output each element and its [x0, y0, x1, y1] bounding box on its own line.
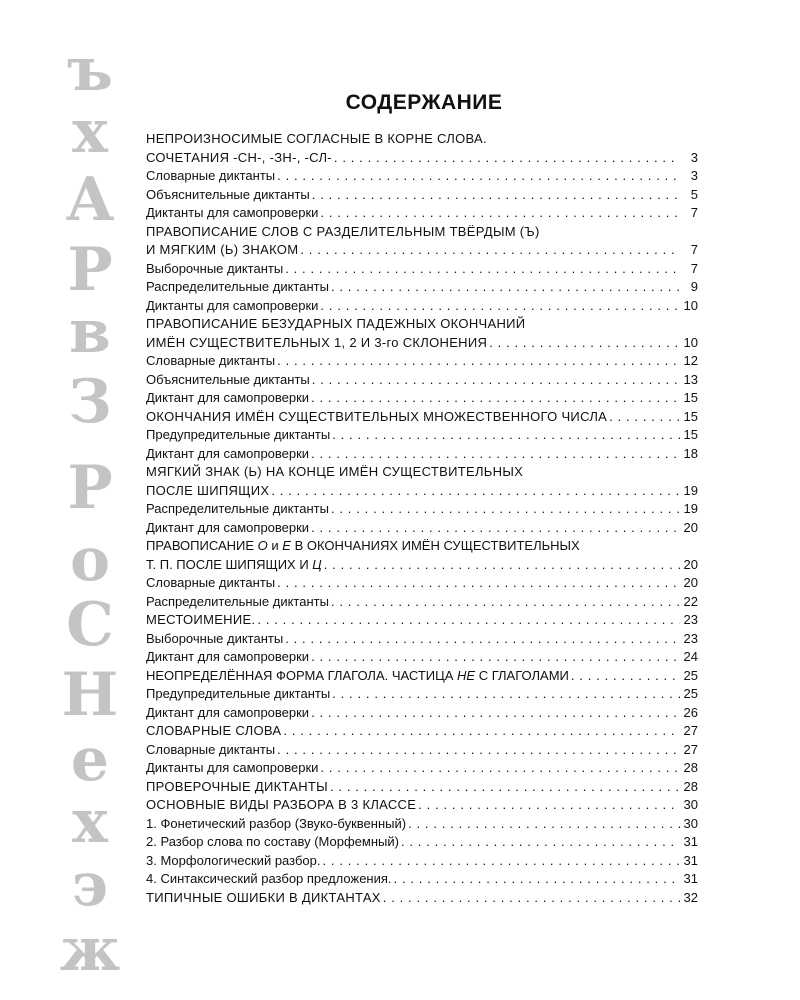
toc-page-number: 20 — [683, 575, 698, 590]
toc-entry-label: Предупредительные диктанты — [146, 686, 331, 701]
toc-entry-label: 1. Фонетический разбор (Звуко-буквенный) — [146, 815, 407, 831]
toc-page-number: 9 — [690, 279, 698, 294]
toc-entry-label: Диктанты для самопроверки — [146, 205, 319, 220]
toc-section-line — [146, 778, 698, 797]
toc-entry-label: НЕОПРЕДЕЛЁННАЯ ФОРМА ГЛАГОЛА. ЧАСТИЦА НЕ С ГЛАГОЛАМИ — [146, 667, 569, 683]
toc-entry-label: ОСНОВНЫЕ ВИДЫ РАЗБОРА В 3 КЛАССЕ — [146, 797, 417, 812]
toc-entry-label: ПРОВЕРОЧНЫЕ ДИКТАНТЫ — [146, 778, 328, 794]
toc-subentry — [146, 574, 698, 593]
toc-page-number: 7 — [690, 260, 698, 276]
toc-entry-label: ТИПИЧНЫЕ ОШИБКИ В ДИКТАНТАХ — [146, 889, 381, 905]
page-title: СОДЕРЖАНИЕ — [345, 91, 503, 114]
toc-page-number: 12 — [683, 353, 698, 368]
dot-leader — [609, 408, 679, 427]
toc-section-line — [146, 408, 698, 427]
toc-entry-label: Диктанты для самопроверки — [146, 760, 319, 775]
toc-subentry — [146, 352, 698, 371]
toc-entry-label: МЕСТОИМЕНИЕ. — [146, 612, 256, 627]
toc-subentry — [146, 852, 698, 871]
toc-page-number: 23 — [683, 612, 698, 627]
toc-entry-label: ПРАВОПИСАНИЕ СЛОВ С РАЗДЕЛИТЕЛЬНЫМ ТВЁРДЫМ (Ъ) — [146, 223, 540, 239]
toc-page-number: 5 — [690, 186, 698, 202]
toc-entry-label: ИМЁН СУЩЕСТВИТЕЛЬНЫХ 1, 2 И 3-го СКЛОНЕНИЯ — [146, 334, 488, 350]
dot-leader — [408, 815, 679, 834]
dot-leader — [311, 648, 679, 667]
toc-page-number: 32 — [683, 889, 698, 905]
dot-leader — [331, 593, 680, 612]
margin-letter: А — [65, 165, 115, 235]
toc-section-line — [146, 889, 698, 908]
toc-page-number: 31 — [683, 834, 698, 849]
dot-leader — [300, 241, 680, 260]
toc-section-line — [146, 149, 698, 168]
toc-entry-label: Объяснительные диктанты — [146, 371, 310, 387]
dot-leader — [331, 278, 680, 297]
toc-page-number: 28 — [683, 778, 698, 794]
dot-leader — [571, 667, 680, 686]
toc-page-number: 23 — [683, 630, 698, 646]
toc-subentry — [146, 426, 698, 445]
toc-entry-label: ПРАВОПИСАНИЕ БЕЗУДАРНЫХ ПАДЕЖНЫХ ОКОНЧАНИЙ — [146, 316, 526, 331]
dot-leader — [332, 685, 679, 704]
margin-letter: в — [69, 297, 111, 367]
toc-section-line — [146, 722, 698, 741]
toc-page-number: 27 — [683, 741, 698, 757]
toc-entry-label: МЯГКИЙ ЗНАК (Ь) НА КОНЦЕ ИМЁН СУЩЕСТВИТЕЛЬНЫХ — [146, 464, 524, 479]
toc-page-number: 19 — [683, 501, 698, 516]
toc-subentry — [146, 741, 698, 760]
toc-subentry — [146, 833, 698, 852]
toc-entry-label: Словарные диктанты — [146, 168, 276, 183]
toc-entry-label: СЛОВАРНЫЕ СЛОВА — [146, 723, 282, 738]
dot-leader — [418, 796, 679, 815]
decorative-letter-strip — [50, 35, 140, 985]
toc-entry-label: Диктант для самопроверки — [146, 390, 310, 405]
toc-subentry — [146, 167, 698, 186]
toc-section-line — [146, 482, 698, 501]
dot-leader — [285, 260, 680, 279]
toc-entry-label: ОКОНЧАНИЯ ИМЁН СУЩЕСТВИТЕЛЬНЫХ МНОЖЕСТВЕННОГО ЧИСЛА — [146, 408, 608, 424]
toc-page-number: 7 — [690, 242, 698, 257]
dot-leader — [311, 445, 679, 464]
toc-section-line — [146, 611, 698, 630]
margin-letter: Р — [67, 235, 113, 305]
toc-entry-label: Т. П. ПОСЛЕ ШИПЯЩИХ И Ц — [146, 556, 322, 572]
dot-leader — [320, 759, 679, 778]
dot-leader — [312, 371, 680, 390]
toc-subentry — [146, 186, 698, 205]
toc-page-number: 25 — [683, 667, 698, 683]
dot-leader — [322, 852, 679, 871]
toc-subentry — [146, 667, 698, 686]
dot-leader — [277, 741, 679, 760]
toc-page-number: 30 — [683, 797, 698, 812]
toc-page-number: 20 — [683, 556, 698, 572]
margin-letter: х — [72, 97, 108, 167]
toc-entry-label: Диктант для самопроверки — [146, 704, 310, 720]
toc-entry-label: Выборочные диктанты — [146, 630, 284, 646]
toc-subentry — [146, 297, 698, 316]
toc-page-number: 18 — [683, 445, 698, 461]
toc-entry-label: 4. Синтаксический разбор предложения. — [146, 871, 392, 886]
toc-subentry — [146, 278, 698, 297]
toc-entry-label: Распределительные диктанты — [146, 593, 329, 609]
margin-letter: х — [72, 787, 108, 857]
dot-leader — [334, 149, 680, 168]
dot-leader — [394, 870, 680, 889]
toc-entry-label: ПОСЛЕ ШИПЯЩИХ — [146, 482, 270, 498]
toc-entry-label: Диктант для самопроверки — [146, 519, 310, 535]
toc-subentry — [146, 556, 698, 575]
toc-subentry — [146, 870, 698, 889]
toc-page-number: 30 — [683, 815, 698, 831]
toc-page-number: 31 — [683, 852, 698, 868]
toc-subentry — [146, 685, 698, 704]
toc-subentry — [146, 537, 698, 556]
toc-page-number: 15 — [683, 390, 698, 405]
margin-letter: э — [71, 850, 109, 920]
toc-page-number: 26 — [683, 704, 698, 720]
toc-section-line — [146, 334, 698, 353]
dot-leader — [285, 630, 679, 649]
toc-page-number: 19 — [683, 482, 698, 498]
toc-page-number: 15 — [683, 408, 698, 424]
toc-entry-label: Диктант для самопроверки — [146, 649, 310, 664]
toc-subentry — [146, 389, 698, 408]
table-of-contents — [146, 130, 698, 907]
toc-page-number: 22 — [683, 593, 698, 609]
dot-leader — [311, 519, 679, 538]
toc-page-number: 10 — [683, 297, 698, 313]
dot-leader — [401, 833, 680, 852]
toc-page-number: 10 — [683, 334, 698, 350]
toc-subentry — [146, 759, 698, 778]
toc-page-number: 20 — [683, 519, 698, 535]
toc-subentry — [146, 260, 698, 279]
toc-entry-label: Распределительные диктанты — [146, 279, 329, 294]
dot-leader — [277, 167, 680, 186]
toc-subentry — [146, 371, 698, 390]
toc-page-number: 27 — [683, 723, 698, 738]
dot-leader — [311, 704, 679, 723]
margin-letter: ж — [59, 915, 121, 985]
toc-subentry — [146, 519, 698, 538]
margin-letter: ъ — [66, 35, 114, 105]
dot-leader — [277, 574, 679, 593]
dot-leader — [311, 389, 679, 408]
dot-leader — [271, 482, 679, 501]
toc-subentry — [146, 648, 698, 667]
toc-entry-label: И МЯГКИМ (Ь) ЗНАКОМ — [146, 242, 299, 257]
toc-subentry — [146, 704, 698, 723]
toc-entry-label: СОЧЕТАНИЯ -СН-, -ЗН-, -СЛ- — [146, 149, 332, 165]
toc-page-number: 7 — [690, 205, 698, 220]
dot-leader — [257, 611, 679, 630]
toc-section-line — [146, 130, 698, 149]
toc-page-number: 28 — [683, 760, 698, 775]
toc-section-line — [146, 315, 698, 334]
toc-entry-label: Распределительные диктанты — [146, 501, 329, 516]
toc-page-number: 3 — [690, 149, 698, 165]
dot-leader — [283, 722, 679, 741]
toc-entry-label: 2. Разбор слова по составу (Морфемный) — [146, 834, 399, 849]
dot-leader — [331, 500, 680, 519]
dot-leader — [320, 297, 679, 316]
toc-subentry — [146, 445, 698, 464]
dot-leader — [330, 778, 680, 797]
toc-subentry — [146, 815, 698, 834]
dot-leader — [320, 204, 680, 223]
margin-letter: З — [68, 367, 112, 437]
toc-subentry — [146, 593, 698, 612]
toc-section-line — [146, 463, 698, 482]
dot-leader — [277, 352, 679, 371]
margin-letter: о — [69, 525, 111, 595]
toc-entry-label: НЕПРОИЗНОСИМЫЕ СОГЛАСНЫЕ В КОРНЕ СЛОВА. — [146, 131, 487, 146]
toc-page-number: 31 — [683, 871, 698, 886]
dot-leader — [324, 556, 680, 575]
toc-page-number: 15 — [683, 427, 698, 442]
toc-subentry — [146, 630, 698, 649]
toc-entry-label: Диктанты для самопроверки — [146, 297, 319, 313]
toc-entry-label: 3. Морфологический разбор. — [146, 852, 321, 868]
toc-entry-label: Словарные диктанты — [146, 353, 276, 368]
dot-leader — [332, 426, 679, 445]
dot-leader — [489, 334, 679, 353]
toc-section-line — [146, 223, 698, 242]
dot-leader — [383, 889, 680, 908]
toc-entry-label: Словарные диктанты — [146, 741, 276, 757]
margin-letter: е — [70, 725, 110, 795]
toc-entry-label: Выборочные диктанты — [146, 260, 284, 276]
toc-page-number: 3 — [690, 168, 698, 183]
toc-entry-label: Объяснительные диктанты — [146, 186, 310, 202]
toc-entry-label: ПРАВОПИСАНИЕ О и Е В ОКОНЧАНИЯХ ИМЁН СУЩЕСТВИТЕЛЬНЫХ — [146, 538, 580, 553]
toc-section-line — [146, 241, 698, 260]
dot-leader — [312, 186, 680, 205]
toc-page-number: 25 — [683, 686, 698, 701]
toc-page-number: 13 — [683, 371, 698, 387]
margin-letter: Н — [61, 660, 119, 730]
toc-subentry — [146, 500, 698, 519]
toc-entry-label: Предупредительные диктанты — [146, 427, 331, 442]
margin-letter: Р — [67, 453, 113, 523]
margin-letter: С — [66, 590, 114, 660]
toc-subentry — [146, 204, 698, 223]
toc-section-line — [146, 796, 698, 815]
toc-entry-label: Словарные диктанты — [146, 575, 276, 590]
toc-page-number: 24 — [683, 649, 698, 664]
toc-entry-label: Диктант для самопроверки — [146, 445, 310, 461]
